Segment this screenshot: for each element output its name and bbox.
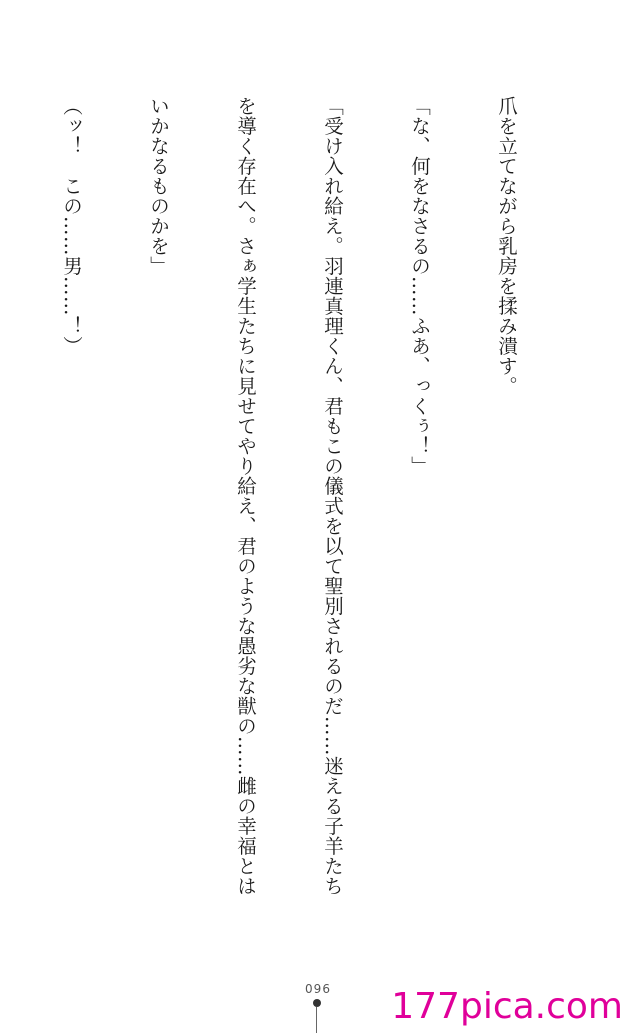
text-line: いかなるものかを」 <box>147 96 170 276</box>
body-text <box>0 96 579 956</box>
page-rule-ornament <box>316 1007 317 1033</box>
page-number: 096 <box>305 982 331 996</box>
text-line: 「受け入れ給え。羽連真理くん、君もこの儀式を以て聖別されるのだ……迷える子羊たち <box>321 96 344 896</box>
text-line: を導く存在へ。さぁ学生たちに見せてやり給え、君のような愚劣な獣の……雌の幸福とは <box>234 96 257 896</box>
text-line: （ッ！ この……男……！） <box>60 96 83 356</box>
text-line: 爪を立てながら乳房を揉み潰す。 <box>495 96 518 396</box>
text-line: 「な、何をなさるの……ふあ、っくぅ！」 <box>408 96 431 476</box>
watermark: 177pica.com <box>391 986 623 1027</box>
page-dot-ornament <box>313 999 321 1007</box>
